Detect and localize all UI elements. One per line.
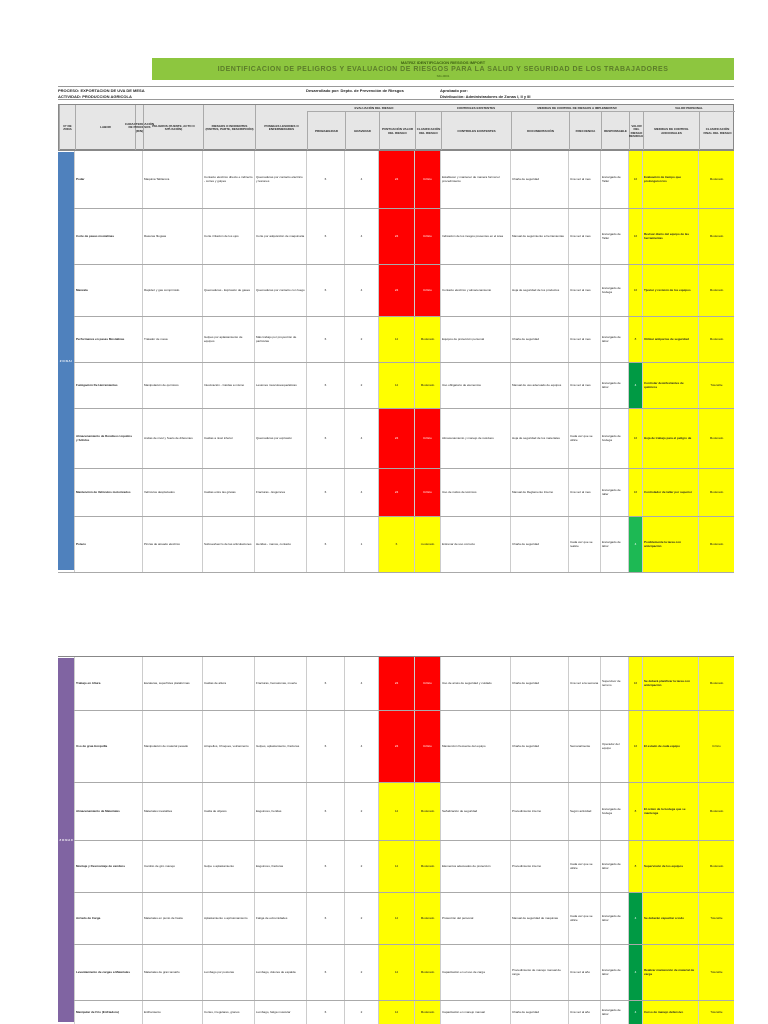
cell-final: Moderado: [698, 265, 734, 316]
cell-peligro: Andas de nivel y Suelo de diferentes: [142, 409, 202, 468]
cell-lesion: Quemaduras por explosión: [254, 409, 306, 468]
cell-residual: 4: [628, 945, 642, 1000]
header-col-13: RESPONSABLE: [601, 112, 629, 151]
cell-peligro: Materiales de gran tamaño: [142, 945, 202, 1000]
cell-lesion: Quemaduras por contacto con fuego: [254, 265, 306, 316]
table-row: [58, 657, 734, 711]
cell-valor: 24: [378, 409, 414, 468]
cell-riesgo: Lumbago por posturas: [202, 945, 254, 1000]
cell-labor: Montaje y Desmontaje de cambios: [74, 841, 134, 892]
header-col-14: VALOR DEL RIESGO RESIDUAL: [629, 112, 643, 151]
cell-resp: Encargado de Taller: [600, 209, 628, 264]
table-row: [58, 1001, 734, 1024]
cell-frec: Una vez al mes: [568, 469, 600, 516]
cell-riesgo: Quemaduras - Explosión de gases: [202, 265, 254, 316]
table-row: [58, 469, 734, 517]
cell-doc: Procedimiento de manejo manual de carga: [510, 945, 568, 1000]
banner-title: IDENTIFICACION DE PELIGROS Y EVALUACION DE RIESGOS PARA LA SALUD Y SEGURIDAD DE LOS TRABAJADORES: [217, 66, 669, 73]
cell-prob: 6: [306, 783, 344, 840]
header-group-eval: EVALUACIÓN DEL RIESGO: [307, 105, 441, 112]
cell-peligro: Rapidez y gas comprimido: [142, 265, 202, 316]
cell-doc: Charla de seguridad: [510, 711, 568, 782]
cell-final: Tolerable: [698, 363, 734, 408]
header-col-10: CONTROLES EXISTENTES: [441, 112, 511, 151]
cell-labor: Almacenamiento de Residuos Líquidos y Sólidos: [74, 409, 134, 468]
cell-doc: Manual de seguridad de maquinas: [510, 893, 568, 944]
cell-frec: Semanalmente: [568, 711, 600, 782]
cell-riesgo: Golpes por aplastamiento de equipos: [202, 317, 254, 362]
cell-valor: 24: [378, 711, 414, 782]
cell-residual: 16: [628, 409, 642, 468]
cell-grav: 2: [344, 945, 378, 1000]
cell-prob: 6: [306, 893, 344, 944]
cell-labor: Manzala: [74, 265, 134, 316]
cell-prob: 6: [306, 1001, 344, 1024]
cell-frec: Cada vez que se realice: [568, 517, 600, 572]
cell-grav: 2: [344, 783, 378, 840]
cell-labor: Podar: [74, 151, 134, 208]
cell-resp: Encargado de labor: [600, 363, 628, 408]
cell-riesgo: Aplastamiento o aprisionamiento: [202, 893, 254, 944]
cell-lesion: Lesiones musculoesqueléticas: [254, 363, 306, 408]
cell-peligro: Manipulación de material pesado: [142, 711, 202, 782]
cell-control: Establecer y mantener de manera formal el procedimiento: [440, 151, 510, 208]
cell-labor: Poteco: [74, 517, 134, 572]
cell-valor: 24: [378, 151, 414, 208]
section2-zone-bar: [58, 658, 74, 1022]
cell-frec: Una vez al mes: [568, 363, 600, 408]
cell-resp: Encargado de labor: [600, 1001, 628, 1024]
proceso-label: PROCESO: EXPORTACION DE UVA DE MESA: [58, 88, 145, 93]
header-col-7: GRAVEDAD: [345, 112, 379, 151]
cell-valor: 12: [378, 893, 414, 944]
cell-peligro: Materiales inestables: [142, 783, 202, 840]
cell-valor: 24: [378, 209, 414, 264]
cell-grav: 4: [344, 469, 378, 516]
aprobado-label: Aprobado por:: [440, 88, 468, 93]
cell-frec: Una vez al mes: [568, 151, 600, 208]
cell-doc: Charla de seguridad: [510, 1001, 568, 1024]
cell-lesion: Heridas - manos, contacto: [254, 517, 306, 572]
cell-grav: 2: [344, 1001, 378, 1024]
cell-lesion: Fracturas - Esguinces: [254, 469, 306, 516]
header-col-4: RIESGOS O INCIDENTES (PARTES, PARTE, DESCRIPCIÓN): [203, 105, 255, 151]
header-group-control: CONTROLES EXISTENTES: [441, 105, 511, 112]
cell-clas: Crítico: [414, 469, 440, 516]
cell-control: Indicación de los riesgos presentes en el área: [440, 209, 510, 264]
cell-prob: 6: [306, 409, 344, 468]
cell-lesion: Fatiga de extremidades: [254, 893, 306, 944]
header-col-6: PROBABILIDAD: [307, 112, 345, 151]
cell-control: Uso de arnés de seguridad y cuidado: [440, 657, 510, 710]
cell-valor: 12: [378, 945, 414, 1000]
cell-frec: Una vez al mes: [568, 317, 600, 362]
cell-medida: Evaluación de tiempo que prolongaron los: [642, 151, 698, 208]
cell-clas: Crítico: [414, 711, 440, 782]
section1-zone-bar: [58, 152, 74, 570]
cell-final: Moderado: [698, 317, 734, 362]
cell-resp: Encargado de Taller: [600, 151, 628, 208]
cell-final: Moderado: [698, 841, 734, 892]
cell-doc: Procedimiento interno: [510, 841, 568, 892]
cell-prob: 6: [306, 945, 344, 1000]
cell-residual: 4: [628, 517, 642, 572]
table-row: [58, 265, 734, 317]
cell-doc: Manual de Reglamento Interno: [510, 469, 568, 516]
table-row: [58, 151, 734, 209]
cell-labor: Arriado de Carga: [74, 893, 134, 944]
cell-control: Elementos adecuados de protección: [440, 841, 510, 892]
cell-residual: 8: [628, 783, 642, 840]
table-header: [58, 104, 734, 150]
cell-prob: 6: [306, 841, 344, 892]
cell-grav: 4: [344, 409, 378, 468]
cell-prob: 6: [306, 711, 344, 782]
cell-labor: Fumigación De Herramientas: [74, 363, 134, 408]
cell-medida: Se deberá planificar la tarea con anticipación: [642, 657, 698, 710]
cell-control: Equipos de protección personal: [440, 317, 510, 362]
header-group-medidas: MEDIDAS DE CONTROL DE RIESGOS A IMPLEMENTAR: [511, 105, 643, 112]
cell-final: Moderado: [698, 469, 734, 516]
cell-prob: 6: [306, 151, 344, 208]
header-col-3: PELIGROS (FUENTE, ACTO O SITUACIÓN): [143, 105, 203, 151]
table-row: [58, 945, 734, 1001]
cell-residual: 16: [628, 209, 642, 264]
table-row: [58, 893, 734, 945]
cell-labor: Mantención de Vehículos motorizados: [74, 469, 134, 516]
cell-medida: Controlador de taller por superior: [642, 469, 698, 516]
cell-final: Crítico: [698, 711, 734, 782]
cell-doc: Hoja de seguridad de los productos: [510, 265, 568, 316]
cell-residual: 8: [628, 841, 642, 892]
cell-riesgo: Sobreesfuerzo de las articulaciones: [202, 517, 254, 572]
cell-clas: Moderado: [414, 945, 440, 1000]
cell-valor: 12: [378, 841, 414, 892]
table-row: [58, 841, 734, 893]
header-col-11: DOCUMENTACIÓN: [511, 112, 569, 151]
cell-final: Moderado: [698, 209, 734, 264]
cell-grav: 2: [344, 317, 378, 362]
cell-residual: 4: [628, 893, 642, 944]
cell-labor: Almacenamiento de Materiales: [74, 783, 134, 840]
cell-control: Capacitación en manejo manual: [440, 1001, 510, 1024]
cell-residual: 16: [628, 265, 642, 316]
cell-grav: 4: [344, 265, 378, 316]
cell-peligro: Cambio de giro manejo: [142, 841, 202, 892]
table-row: [58, 209, 734, 265]
cell-clas: Crítico: [414, 657, 440, 710]
cell-medida: El orden de la bodega que se mantenga: [642, 783, 698, 840]
table-row: [58, 409, 734, 469]
cell-resp: Encargado de bodega: [600, 409, 628, 468]
cell-peligro: Tratador de mesa: [142, 317, 202, 362]
cell-riesgo: Caídas a nivel inferior: [202, 409, 254, 468]
cell-peligro: Escaleras, superficies plataformas: [142, 657, 202, 710]
table-row: [58, 317, 734, 363]
cell-resp: Encargado de labor: [600, 841, 628, 892]
cell-final: Moderado: [698, 517, 734, 572]
cell-residual: 16: [628, 657, 642, 710]
cell-medida: El estado de cada equipo: [642, 711, 698, 782]
cell-final: Tolerable: [698, 1001, 734, 1024]
cell-frec: Cada vez que se utilice: [568, 893, 600, 944]
cell-valor: 12: [378, 317, 414, 362]
cell-control: Protección del personal: [440, 893, 510, 944]
distribucion-label: Distribución: Administradores de Zonas I, II y III: [440, 94, 531, 99]
cell-prob: 6: [306, 317, 344, 362]
cell-control: Señalización de seguridad: [440, 783, 510, 840]
cell-valor: 24: [378, 265, 414, 316]
cell-doc: Manual de seguimiento a herramientas: [510, 209, 568, 264]
cell-final: Tolerable: [698, 945, 734, 1000]
cell-grav: 1: [344, 517, 378, 572]
cell-final: Tolerable: [698, 893, 734, 944]
cell-riesgo: Golpe o aplastamiento: [202, 841, 254, 892]
cell-labor: Corte de pasas mostalinas: [74, 209, 134, 264]
table-row: [58, 711, 734, 783]
cell-grav: 4: [344, 209, 378, 264]
banner-code: SIG-0001: [436, 74, 450, 78]
cell-doc: Procedimiento interno: [510, 783, 568, 840]
section2-table: [58, 656, 734, 1024]
cell-medida: Supervisión de los equipos: [642, 841, 698, 892]
cell-lesion: Esguinces, fracturas: [254, 841, 306, 892]
cell-control: Capacitación en el uso de carga: [440, 945, 510, 1000]
cell-valor: 12: [378, 363, 414, 408]
cell-labor: Trabajo en Altura: [74, 657, 134, 710]
table-row: [58, 517, 734, 573]
cell-clas: Moderado: [414, 783, 440, 840]
cell-clas: Moderado: [414, 1001, 440, 1024]
cell-resp: Encargado de taller: [600, 469, 628, 516]
cell-clas: Crítico: [414, 209, 440, 264]
cell-valor: 24: [378, 657, 414, 710]
cell-riesgo: Caída de objetos: [202, 783, 254, 840]
cell-labor: Manipular de Frio (Enfriadora): [74, 1001, 134, 1024]
header-col-15: MEDIDAS DE CONTROL ADICIONALES: [643, 112, 699, 151]
cell-riesgo: Intoxicación - Caídas a mismo: [202, 363, 254, 408]
cell-peligro: Vehículos desplazados: [142, 469, 202, 516]
zone-label: Z O N A I: [59, 359, 73, 363]
cell-lesion: Esguinces, heridas: [254, 783, 306, 840]
cell-clas: Crítico: [414, 151, 440, 208]
cell-medida: Se deberán capacitar a todo: [642, 893, 698, 944]
cell-lesion: Más trabajo por proyección de partículas: [254, 317, 306, 362]
title-banner: [152, 58, 734, 80]
cell-final: Moderado: [698, 409, 734, 468]
cell-lesion: Corte por adquisición de maquinaria: [254, 209, 306, 264]
cell-clas: Moderado: [414, 317, 440, 362]
cell-peligro: Materiales en punto de hasta: [142, 893, 202, 944]
cell-clas: Moderado: [414, 893, 440, 944]
cell-residual: 16: [628, 151, 642, 208]
cell-final: Moderado: [698, 783, 734, 840]
cell-residual: 4: [628, 1001, 642, 1024]
cell-clas: Crítico: [414, 265, 440, 316]
cell-clas: moderado: [414, 517, 440, 572]
cell-grav: 2: [344, 893, 378, 944]
meta-row-2: [58, 93, 734, 100]
cell-resp: Encargado de bodega: [600, 783, 628, 840]
cell-medida: Tjustar y revisión de los equipos: [642, 265, 698, 316]
cell-resp: Encargado de labor: [600, 893, 628, 944]
cell-prob: 6: [306, 657, 344, 710]
banner-line-1: MATRIZ IDENTIFICACION RIESGOS IMPORT: [400, 60, 486, 65]
cell-frec: Según actividad: [568, 783, 600, 840]
cell-labor: Performance en pasas Mostalinas: [74, 317, 134, 362]
cell-medida: Realizar mantención de material de carga: [642, 945, 698, 1000]
cell-residual: 8: [628, 317, 642, 362]
cell-clas: Moderado: [414, 363, 440, 408]
cell-riesgo: Caídas de altura: [202, 657, 254, 710]
cell-lesion: Fracturas, hematomas, muerte: [254, 657, 306, 710]
table-row: [58, 783, 734, 841]
header-col-16: CLASIFICACIÓN FINAL DEL RIESGO: [699, 112, 735, 151]
cell-doc: Charla de seguridad: [510, 517, 568, 572]
cell-prob: 6: [306, 517, 344, 572]
cell-frec: Cada vez que se utilice: [568, 409, 600, 468]
cell-control: Contacto eléctrico y almacenamiento: [440, 265, 510, 316]
cell-riesgo: Cortes, irregulares, granos: [202, 1001, 254, 1024]
cell-peligro: Manipulación de químicos: [142, 363, 202, 408]
zone-label: Z O N A II: [59, 838, 73, 842]
cell-lesion: Lumbago, dolores de espalda: [254, 945, 306, 1000]
cell-valor: 12: [378, 783, 414, 840]
cell-labor: Uso de grua Horquilla: [74, 711, 134, 782]
cell-peligro: Pinzas de aireado eléctrico: [142, 517, 202, 572]
header-col-12: FRECUENCIA: [569, 112, 601, 151]
cell-doc: Charla de seguridad: [510, 151, 568, 208]
cell-lesion: Lumbago, fatiga muscular: [254, 1001, 306, 1024]
cell-labor: Levantamiento de cargas a Materiales: [74, 945, 134, 1000]
cell-frec: Una vez al mes: [568, 209, 600, 264]
cell-riesgo: Caídas entre las grietas: [202, 469, 254, 516]
cell-final: Moderado: [698, 657, 734, 710]
header-col-8: PUNTUACIÓN VALOR DEL RIESGO: [379, 112, 415, 151]
cell-residual: 16: [628, 711, 642, 782]
cell-frec: Cada vez que se utilice: [568, 841, 600, 892]
cell-valor: 12: [378, 1001, 414, 1024]
cell-control: Uso de ruidos de técnicos: [440, 469, 510, 516]
cell-clas: Crítico: [414, 409, 440, 468]
cell-prob: 6: [306, 469, 344, 516]
cell-frec: Una vez al año: [568, 945, 600, 1000]
cell-grav: 2: [344, 363, 378, 408]
cell-control: Uso obligatorio de elementos: [440, 363, 510, 408]
cell-prob: 6: [306, 265, 344, 316]
section1-table: [58, 150, 734, 572]
cell-clas: Moderado: [414, 841, 440, 892]
header-col-9: CLASIFICACIÓN DEL RIESGO: [415, 112, 441, 151]
cell-residual: 4: [628, 363, 642, 408]
cell-control: Almacenamiento y manejo de residuos: [440, 409, 510, 468]
cell-medida: Hoja de trabajo para el peligro de: [642, 409, 698, 468]
header-col-1: LABOR: [75, 105, 135, 151]
cell-resp: Encargado de labor: [600, 945, 628, 1000]
cell-frec: Una vez al año: [568, 1001, 600, 1024]
cell-resp: Encargado de bodega: [600, 265, 628, 316]
cell-final: Moderado: [698, 151, 734, 208]
cell-medida: Controlar desinfectantes de químicos: [642, 363, 698, 408]
cell-medida: Posiblemente la tarea con anticipación: [642, 517, 698, 572]
cell-control: Entrenar de uso correcto: [440, 517, 510, 572]
cell-residual: 16: [628, 469, 642, 516]
cell-medida: Curso de manejo defensivo: [642, 1001, 698, 1024]
desarrollado-label: Desarrollado por: Depto. de Prevención de Riesgos: [306, 88, 404, 93]
cell-frec: Una vez al mes: [568, 265, 600, 316]
cell-riesgo: Atropellos, Choques, volcamiento: [202, 711, 254, 782]
header-group-valor: VALOR PERSONAL: [643, 105, 735, 112]
cell-doc: Manual de uso adecuado de equipos: [510, 363, 568, 408]
cell-prob: 6: [306, 363, 344, 408]
cell-medida: Revisar diario del equipo de las herramientas: [642, 209, 698, 264]
cell-frec: Una vez a la semana: [568, 657, 600, 710]
header-col-5: POSIBLES LESIONES O ENFERMEDADES: [255, 105, 307, 151]
cell-grav: 4: [344, 151, 378, 208]
meta-row-1: [58, 86, 734, 93]
cell-prob: 6: [306, 209, 344, 264]
header-col-0: N° DE ZONA: [59, 105, 75, 151]
cell-control: Mantención frecuente del equipo: [440, 711, 510, 782]
cell-valor: 6: [378, 517, 414, 572]
cell-peligro: Enfriamiento: [142, 1001, 202, 1024]
actividad-label: ACTIVIDAD: PRODUCCION AGRICOLA: [58, 94, 132, 99]
cell-riesgo: Corte irritación de los ojos: [202, 209, 254, 264]
cell-lesion: Quemaduras por contacto eléctrico y lesiones: [254, 151, 306, 208]
cell-resp: Supervisor de terreno: [600, 657, 628, 710]
cell-resp: Operador del equipo: [600, 711, 628, 782]
cell-doc: Charla de seguridad: [510, 657, 568, 710]
cell-grav: 4: [344, 657, 378, 710]
cell-doc: Hoja de seguridad de los materiales: [510, 409, 568, 468]
cell-riesgo: Contacto eléctrico directo e indirecto - cortes y golpes: [202, 151, 254, 208]
table-row: [58, 363, 734, 409]
cell-lesion: Golpes, aplastamiento, fracturas: [254, 711, 306, 782]
header-col-2: CARACTERIZACIÓN DE PROCESOS (R/N): [135, 105, 143, 151]
cell-grav: 2: [344, 841, 378, 892]
cell-doc: Charla de seguridad: [510, 317, 568, 362]
cell-medida: Utilizar antiparras de seguridad: [642, 317, 698, 362]
cell-peligro: Maquina Tablaroca: [142, 151, 202, 208]
cell-peligro: Rasuras filogsas: [142, 209, 202, 264]
cell-resp: Encargado de labor: [600, 517, 628, 572]
cell-resp: Encargado de labor: [600, 317, 628, 362]
cell-grav: 4: [344, 711, 378, 782]
cell-valor: 24: [378, 469, 414, 516]
